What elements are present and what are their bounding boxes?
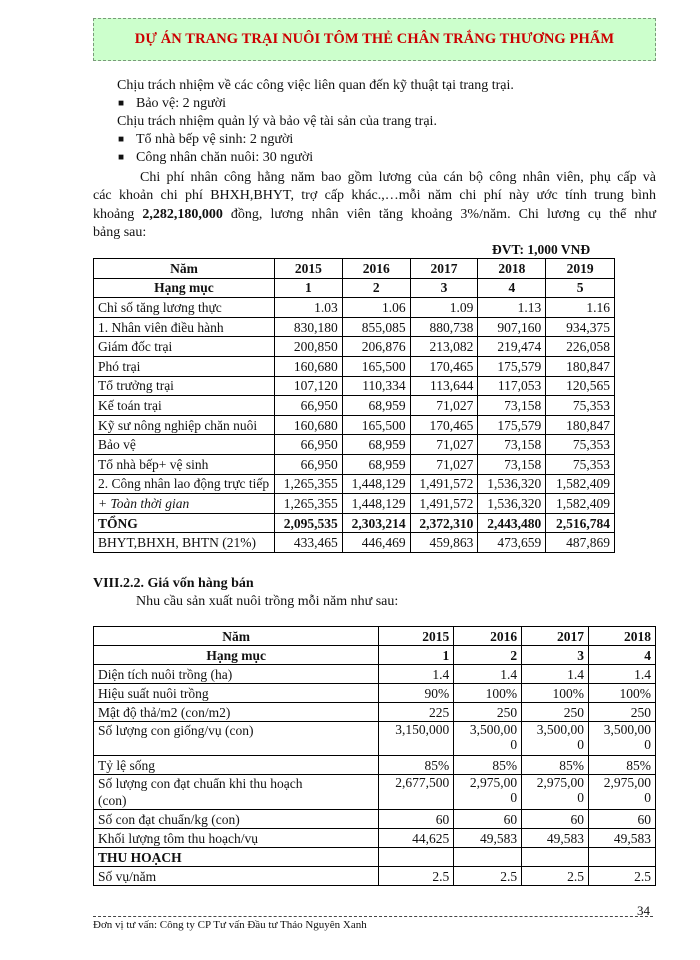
header-item-label: Hạng mục [94, 278, 275, 298]
value-cell: 907,160 [478, 317, 546, 337]
row-label: Diện tích nuôi trồng (ha) [94, 665, 379, 684]
bullet-icon: ■ [118, 152, 125, 163]
value-cell: 73,158 [478, 454, 546, 474]
paragraph-line-2: các khoản chi phí BHXH,BHYT, trợ cấp khác.,…mỗi năm chi phí này ước tính trung bình [93, 188, 656, 203]
value-cell: 90% [379, 684, 454, 703]
row-label: 1. Nhân viên điều hành [94, 317, 275, 337]
value-cell: 1.4 [454, 665, 522, 684]
table-row [94, 337, 615, 357]
value-cell: 1,491,572 [410, 474, 478, 494]
header-year-label: Năm [94, 627, 379, 646]
table-row [94, 810, 656, 829]
value-cell: 487,869 [546, 533, 615, 553]
index-header: 4 [589, 646, 656, 665]
row-label: + Toàn thời gian [94, 494, 275, 514]
value-cell: 1.4 [379, 665, 454, 684]
value-cell: 433,465 [274, 533, 342, 553]
value-cell: 66,950 [274, 454, 342, 474]
table-row [94, 829, 656, 848]
header-row [94, 259, 615, 279]
value-cell: 459,863 [410, 533, 478, 553]
value-cell: 855,085 [342, 317, 410, 337]
value-cell: 49,583 [589, 829, 656, 848]
bullet-icon: ■ [118, 134, 125, 145]
value-cell: 2.5 [379, 867, 454, 886]
value-cell: 250 [522, 703, 589, 722]
table-row [94, 494, 615, 514]
value-cell: 120,565 [546, 376, 615, 396]
row-label: 2. Công nhân lao động trực tiếp [94, 474, 275, 494]
index-header: 3 [522, 646, 589, 665]
salary-table [93, 258, 615, 553]
value-cell: 2,516,784 [546, 513, 615, 533]
page-number: 34 [637, 903, 650, 918]
value-cell: 226,058 [546, 337, 615, 357]
row-label: BHYT,BHXH, BHTN (21%) [94, 533, 275, 553]
value-cell: 107,120 [274, 376, 342, 396]
row-label: Tổ trưởng trại [94, 376, 275, 396]
year-header: 2015 [379, 627, 454, 646]
value-cell: 200,850 [274, 337, 342, 357]
value-cell: 1.03 [274, 298, 342, 318]
row-label: TỔNG [94, 513, 275, 533]
value-cell: 3,500,00 0 [454, 722, 522, 756]
intro-line-4: Tổ nhà bếp vệ sinh: 2 người [136, 132, 294, 147]
value-cell: 213,082 [410, 337, 478, 357]
value-cell: 60 [589, 810, 656, 829]
value-cell: 1,491,572 [410, 494, 478, 514]
value-cell: 75,353 [546, 454, 615, 474]
value-cell: 66,950 [274, 435, 342, 455]
row-label: Kỹ sư nông nghiệp chăn nuôi [94, 415, 275, 435]
value-cell: 175,579 [478, 356, 546, 376]
value-cell: 1,265,355 [274, 494, 342, 514]
value-cell: 206,876 [342, 337, 410, 357]
value-cell [454, 848, 522, 867]
value-cell: 68,959 [342, 454, 410, 474]
header-year-label: Năm [94, 259, 275, 279]
value-cell: 3,500,00 0 [522, 722, 589, 756]
table-row [94, 513, 615, 533]
paragraph-line-4: bảng sau: [93, 225, 147, 240]
value-cell: 165,500 [342, 356, 410, 376]
value-cell: 1.09 [410, 298, 478, 318]
header-row [94, 627, 656, 646]
value-cell: 250 [454, 703, 522, 722]
value-cell: 85% [522, 756, 589, 775]
value-cell [522, 848, 589, 867]
value-cell: 100% [522, 684, 589, 703]
value-cell: 165,500 [342, 415, 410, 435]
value-cell: 180,847 [546, 415, 615, 435]
value-cell: 2,095,535 [274, 513, 342, 533]
value-cell: 85% [379, 756, 454, 775]
production-table [93, 626, 656, 886]
value-cell: 71,027 [410, 435, 478, 455]
row-label: Bảo vệ [94, 435, 275, 455]
value-cell: 1,582,409 [546, 494, 615, 514]
table-row [94, 356, 615, 376]
value-cell: 170,465 [410, 415, 478, 435]
header-item-label: Hạng mục [94, 646, 379, 665]
value-cell: 1,536,320 [478, 474, 546, 494]
table-row [94, 474, 615, 494]
row-label: Mật độ thả/m2 (con/m2) [94, 703, 379, 722]
index-header: 4 [478, 278, 546, 298]
value-cell: 160,680 [274, 415, 342, 435]
year-header: 2016 [454, 627, 522, 646]
value-cell: 1,582,409 [546, 474, 615, 494]
value-cell: 3,150,000 [379, 722, 454, 756]
value-cell: 934,375 [546, 317, 615, 337]
footer-consultant: Đơn vị tư vấn: Công ty CP Tư vấn Đầu tư Thảo Nguyên Xanh [93, 919, 367, 931]
bullet-icon: ■ [118, 98, 125, 109]
row-label: Giám đốc trại [94, 337, 275, 357]
table-row [94, 396, 615, 416]
value-cell: 473,659 [478, 533, 546, 553]
value-cell: 225 [379, 703, 454, 722]
header-row [94, 646, 656, 665]
value-cell: 44,625 [379, 829, 454, 848]
value-cell: 2,677,500 [379, 775, 454, 810]
table-row [94, 775, 656, 810]
index-header: 2 [454, 646, 522, 665]
paragraph-line-1: Chi phí nhân công hằng năm bao gồm lương của cán bộ công nhân viên, phụ cấp và [140, 170, 656, 185]
index-header: 5 [546, 278, 615, 298]
value-cell [379, 848, 454, 867]
year-header: 2017 [522, 627, 589, 646]
row-label: Tỷ lệ sống [94, 756, 379, 775]
value-cell: 117,053 [478, 376, 546, 396]
table-row [94, 756, 656, 775]
intro-line-3: Chịu trách nhiệm quản lý và bảo vệ tài sản của trang trại. [117, 114, 437, 129]
row-label: Tổ nhà bếp+ vệ sinh [94, 454, 275, 474]
value-cell: 830,180 [274, 317, 342, 337]
row-label: Hiệu suất nuôi trồng [94, 684, 379, 703]
value-cell: 175,579 [478, 415, 546, 435]
section-intro: Nhu cầu sản xuất nuôi trồng mỗi năm như sau: [136, 594, 399, 609]
value-cell: 1.13 [478, 298, 546, 318]
table-row [94, 867, 656, 886]
value-cell: 100% [589, 684, 656, 703]
value-cell: 180,847 [546, 356, 615, 376]
year-header: 2019 [546, 259, 615, 279]
value-cell: 219,474 [478, 337, 546, 357]
year-header: 2015 [274, 259, 342, 279]
value-cell: 49,583 [454, 829, 522, 848]
index-header: 2 [342, 278, 410, 298]
table-row [94, 415, 615, 435]
value-cell: 2,303,214 [342, 513, 410, 533]
table-row [94, 317, 615, 337]
value-cell: 2,372,310 [410, 513, 478, 533]
value-cell: 2.5 [522, 867, 589, 886]
table-row [94, 435, 615, 455]
value-cell: 2,443,480 [478, 513, 546, 533]
value-cell: 66,950 [274, 396, 342, 416]
value-cell: 68,959 [342, 396, 410, 416]
table-row [94, 376, 615, 396]
index-header: 1 [379, 646, 454, 665]
value-cell: 1.4 [589, 665, 656, 684]
unit-label: ĐVT: 1,000 VNĐ [492, 242, 591, 257]
row-label: Số con đạt chuẩn/kg (con) [94, 810, 379, 829]
table-row [94, 684, 656, 703]
intro-line-5: Công nhân chăn nuôi: 30 người [136, 150, 314, 165]
value-cell: 71,027 [410, 454, 478, 474]
value-cell [589, 848, 656, 867]
value-cell: 2,975,00 0 [522, 775, 589, 810]
index-header: 3 [410, 278, 478, 298]
row-label: Phó trại [94, 356, 275, 376]
value-cell: 170,465 [410, 356, 478, 376]
value-cell: 160,680 [274, 356, 342, 376]
year-header: 2016 [342, 259, 410, 279]
header-row [94, 278, 615, 298]
banner-title: DỰ ÁN TRANG TRẠI NUÔI TÔM THẺ CHÂN TRẮNG THƯƠNG PHẨM [134, 31, 615, 47]
value-cell: 880,738 [410, 317, 478, 337]
intro-line-2: Bảo vệ: 2 người [136, 96, 227, 111]
value-cell: 85% [454, 756, 522, 775]
year-header: 2017 [410, 259, 478, 279]
table-row [94, 703, 656, 722]
value-cell: 446,469 [342, 533, 410, 553]
value-cell: 3,500,00 0 [589, 722, 656, 756]
table-row [94, 454, 615, 474]
value-cell: 75,353 [546, 435, 615, 455]
value-cell: 2,975,00 0 [589, 775, 656, 810]
total-cost-amount: 2,282,180,000 [142, 207, 223, 222]
intro-line-1: Chịu trách nhiệm về các công việc liên quan đến kỹ thuật tại trang trại. [117, 78, 514, 93]
document-header-banner [93, 18, 656, 61]
table-row [94, 665, 656, 684]
value-cell: 110,334 [342, 376, 410, 396]
row-label: Số lượng con đạt chuẩn khi thu hoạch (con) [94, 775, 379, 810]
value-cell: 1,448,129 [342, 474, 410, 494]
table-row [94, 298, 615, 318]
row-label: Chỉ số tăng lương thực [94, 298, 275, 318]
value-cell: 250 [589, 703, 656, 722]
row-label: Khối lượng tôm thu hoạch/vụ [94, 829, 379, 848]
value-cell: 1.4 [522, 665, 589, 684]
value-cell: 60 [522, 810, 589, 829]
year-header: 2018 [589, 627, 656, 646]
row-label: Số lượng con giống/vụ (con) [94, 722, 379, 756]
table-row [94, 722, 656, 756]
value-cell: 100% [454, 684, 522, 703]
value-cell: 85% [589, 756, 656, 775]
value-cell: 2,975,00 0 [454, 775, 522, 810]
value-cell: 1,536,320 [478, 494, 546, 514]
value-cell: 71,027 [410, 396, 478, 416]
value-cell: 60 [454, 810, 522, 829]
value-cell: 73,158 [478, 396, 546, 416]
value-cell: 113,644 [410, 376, 478, 396]
row-label: Kế toán trại [94, 396, 275, 416]
value-cell: 2.5 [454, 867, 522, 886]
row-label: Số vụ/năm [94, 867, 379, 886]
value-cell: 60 [379, 810, 454, 829]
value-cell: 73,158 [478, 435, 546, 455]
index-header: 1 [274, 278, 342, 298]
value-cell: 1.06 [342, 298, 410, 318]
row-label: THU HOẠCH [94, 848, 379, 867]
value-cell: 1,265,355 [274, 474, 342, 494]
value-cell: 1,448,129 [342, 494, 410, 514]
value-cell: 1.16 [546, 298, 615, 318]
paragraph-line-3: khoảng 2,282,180,000 đồng, lương nhân viên tăng khoảng 3%/năm. Chi lương cụ thể như [93, 207, 657, 222]
value-cell: 49,583 [522, 829, 589, 848]
table-row [94, 533, 615, 553]
footer-divider [93, 916, 653, 917]
year-header: 2018 [478, 259, 546, 279]
value-cell: 75,353 [546, 396, 615, 416]
value-cell: 68,959 [342, 435, 410, 455]
value-cell: 2.5 [589, 867, 656, 886]
table-row [94, 848, 656, 867]
section-heading: VIII.2.2. Giá vốn hàng bán [93, 576, 254, 591]
